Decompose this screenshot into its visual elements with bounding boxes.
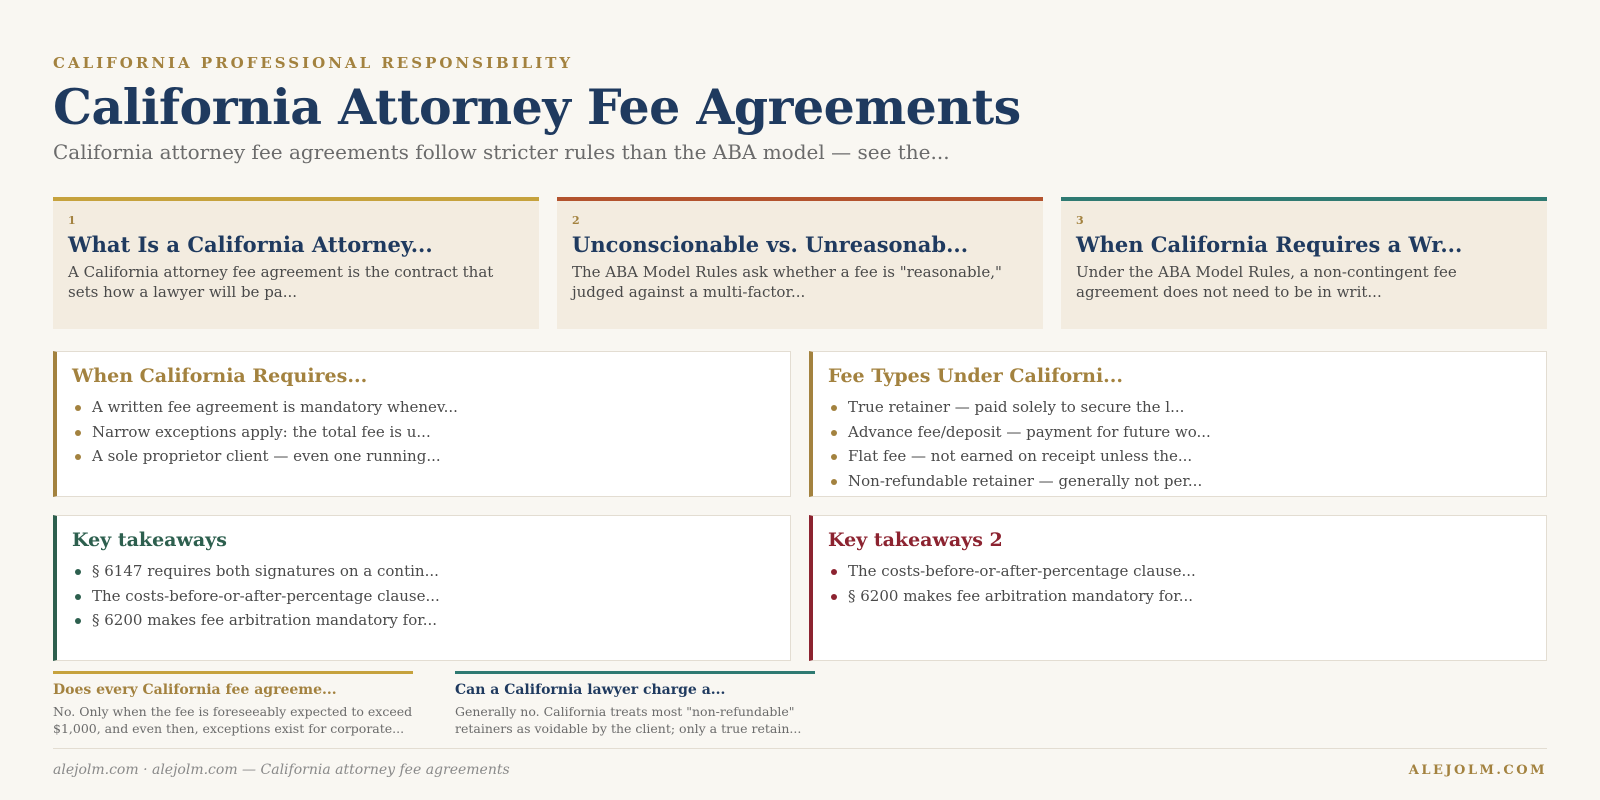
eyebrow: CALIFORNIA PROFESSIONAL RESPONSIBILITY xyxy=(53,54,574,72)
card-number: 2 xyxy=(572,214,580,227)
panel-title: Fee Types Under Californi... xyxy=(828,365,1124,387)
panel-fee-types xyxy=(809,351,1547,497)
list-item-text: A sole proprietor client — even one running... xyxy=(92,447,441,465)
faq-question: Does every California fee agreeme... xyxy=(53,682,337,698)
list-item-text: Flat fee — not earned on receipt unless the... xyxy=(848,447,1193,465)
card-body: The ABA Model Rules ask whether a fee is "reasonable," judged against a multi-factor... xyxy=(572,263,1002,301)
footer-divider xyxy=(53,748,1547,749)
list-item xyxy=(828,420,1531,445)
list-item-text: Non-refundable retainer — generally not per... xyxy=(848,471,1203,490)
list-item-text: The costs-before-or-after-percentage clause... xyxy=(92,586,440,605)
panel-key-takeaways xyxy=(53,515,791,661)
bullet-dot-icon xyxy=(831,569,837,575)
page xyxy=(53,0,1547,800)
bullet-dot-icon xyxy=(831,479,837,485)
faq-item-2[interactable] xyxy=(455,671,815,737)
card-title: What Is a California Attorney... xyxy=(68,232,433,257)
list-item xyxy=(828,559,1531,584)
footer-brand-link[interactable]: ALEJOLM.COM xyxy=(1408,763,1547,778)
bullet-dot-icon xyxy=(831,454,837,460)
faq-answer: No. Only when the fee is foreseeably expected to exceed $1,000, and even then, exceptions exist for corporate... xyxy=(53,704,413,736)
faq-answer: Generally no. California treats most "non-refundable" retainers as voidable by the client; only a true retain... xyxy=(455,704,802,736)
panel-title: Key takeaways 2 xyxy=(828,529,1003,551)
panel-title: Key takeaways xyxy=(72,529,227,551)
panel-title: When California Requires... xyxy=(72,365,368,387)
list-item xyxy=(828,584,1531,609)
page-subtitle: California attorney fee agreements follow stricter rules than the ABA model — see the... xyxy=(53,140,950,164)
footer-source: alejolm.com · alejolm.com — California attorney fee agreements xyxy=(53,762,510,778)
page-title: California Attorney Fee Agreements xyxy=(53,78,1021,136)
summary-cards xyxy=(53,197,1547,329)
list-item xyxy=(828,469,1531,494)
list-item-text: Advance fee/deposit — payment for future wo... xyxy=(848,422,1211,441)
summary-card-2[interactable] xyxy=(557,197,1043,329)
bullet-dot-icon xyxy=(831,594,837,600)
list-item xyxy=(828,444,1531,469)
bullet-list xyxy=(72,559,775,633)
card-title: When California Requires a Wr... xyxy=(1076,232,1463,257)
list-item-text: § 6200 makes fee arbitration mandatory for... xyxy=(848,586,1194,605)
bullet-dot-icon xyxy=(75,405,81,411)
bullet-dot-icon xyxy=(75,618,81,624)
list-item-text: A written fee agreement is mandatory whenev... xyxy=(92,398,458,416)
bullet-dot-icon xyxy=(831,430,837,436)
list-item xyxy=(72,559,775,584)
bullet-dot-icon xyxy=(75,454,81,460)
summary-card-1[interactable] xyxy=(53,197,539,329)
bullet-dot-icon xyxy=(75,569,81,575)
list-item-text: True retainer — paid solely to secure the l... xyxy=(848,398,1185,416)
bullet-list xyxy=(828,559,1531,608)
bullet-list xyxy=(828,395,1531,493)
card-title: Unconscionable vs. Unreasonab... xyxy=(572,232,969,257)
faq-item-1[interactable] xyxy=(53,671,413,737)
panel-key-takeaways-2 xyxy=(809,515,1547,661)
faq-question: Can a California lawyer charge a... xyxy=(455,682,726,698)
list-item-text: § 6200 makes fee arbitration mandatory for... xyxy=(92,611,438,629)
panel-when-california-requires xyxy=(53,351,791,497)
card-body: A California attorney fee agreement is the contract that sets how a lawyer will be pa... xyxy=(68,263,494,301)
list-item-text: The costs-before-or-after-percentage clause... xyxy=(848,562,1196,580)
card-number: 1 xyxy=(68,214,76,227)
list-item xyxy=(828,395,1531,420)
list-item-text: Narrow exceptions apply: the total fee is u... xyxy=(92,422,431,441)
bullet-dot-icon xyxy=(75,594,81,600)
list-item xyxy=(72,395,775,420)
bullet-dot-icon xyxy=(75,430,81,436)
list-item xyxy=(72,444,775,469)
card-number: 3 xyxy=(1076,214,1084,227)
summary-card-3[interactable] xyxy=(1061,197,1547,329)
bullet-list xyxy=(72,395,775,469)
list-item-text: § 6147 requires both signatures on a contin... xyxy=(92,562,439,580)
list-item xyxy=(72,608,775,633)
list-item xyxy=(72,584,775,609)
card-body: Under the ABA Model Rules, a non-contingent fee agreement does not need to be in writ... xyxy=(1076,263,1457,301)
list-item xyxy=(72,420,775,445)
bullet-dot-icon xyxy=(831,405,837,411)
